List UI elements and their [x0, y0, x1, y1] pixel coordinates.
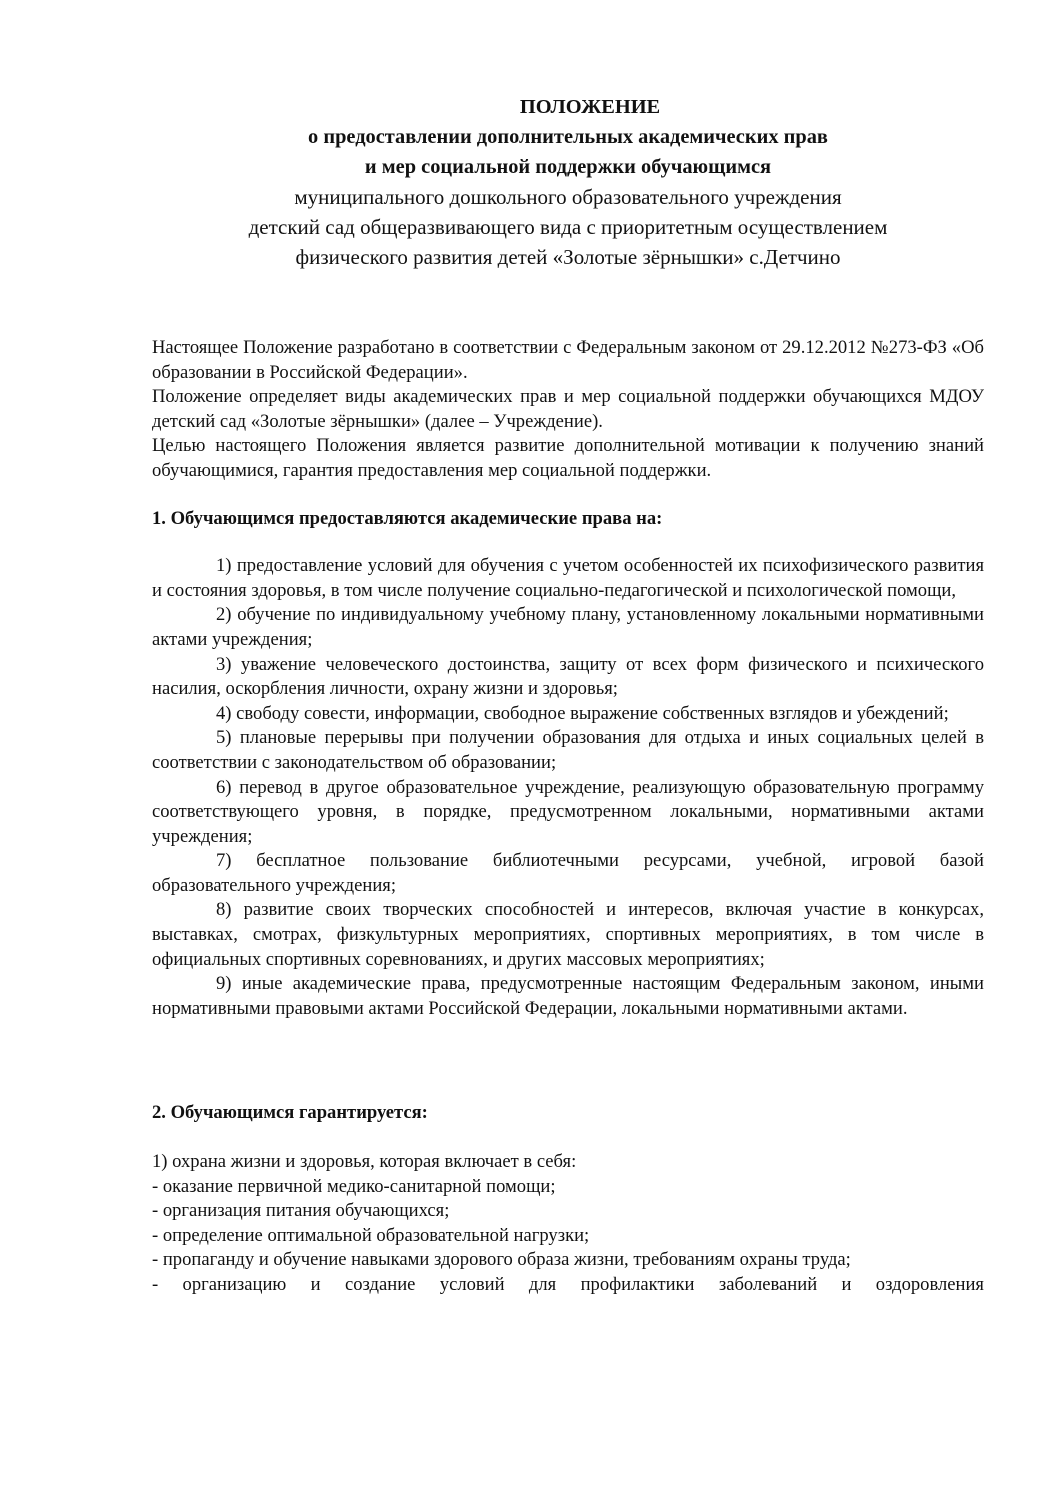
spacer	[152, 484, 984, 507]
title-subject-line-2: и мер социальной поддержки обучающимся	[364, 156, 772, 178]
title-subject-line-1: о предоставлении дополнительных академических прав	[308, 126, 828, 148]
list-item: 6) перевод в другое образовательное учреждение, реализующую образовательную программу соответствующего уровня, в порядке, предусмотренном локальными, нормативными актами учреждения;	[152, 776, 984, 847]
title-institution-line-1: муниципального дошкольного образовательного учреждения	[294, 185, 842, 209]
intro-paragraph-goal: Целью настоящего Положения является развитие дополнительной мотивации к получению знаний обучающимися, гарантия предоставления мер социальной поддержки.	[152, 435, 984, 481]
intro-paragraph-scope: Положение определяет виды академических прав и мер социальной поддержки обучающихся МДОУ детский сад «Золотые зёрнышки» (далее – Учреждение).	[152, 386, 984, 432]
document-title: ПОЛОЖЕНИЕ	[519, 96, 661, 118]
section-1-list	[152, 554, 984, 1021]
title-institution-line-3: физического развития детей «Золотые зёрнышки» с.Детчино	[295, 245, 841, 269]
spacer	[152, 1021, 984, 1101]
spacer	[152, 272, 984, 336]
list-item: - оказание первичной медико-санитарной помощи;	[152, 1175, 556, 1197]
list-item: - определение оптимальной образовательной нагрузки;	[152, 1224, 590, 1246]
section-2-list	[152, 1150, 984, 1298]
list-item: 4) свободу совести, информации, свободное выражение собственных взглядов и убеждений;	[216, 702, 949, 724]
spacer	[152, 531, 984, 554]
list-item: 2) обучение по индивидуальному учебному плану, установленному локальными нормативными актами учреждения;	[152, 604, 984, 650]
list-item: 9) иные академические права, предусмотренные настоящим Федеральным законом, иными нормативными правовыми актами Российской Федерации, локальными нормативными актами.	[152, 973, 984, 1019]
spacer	[152, 1126, 984, 1150]
list-item: 1) предоставление условий для обучения с учетом особенностей их психофизического развития и состояния здоровья, в том числе получение социально-педагогической и психологической помощи,	[152, 555, 984, 601]
list-item: - пропаганду и обучение навыками здорового образа жизни, требованиям охраны труда;	[152, 1249, 851, 1271]
list-item: 7) бесплатное пользование библиотечными ресурсами, учебной, игровой базой образовательного учреждения;	[152, 850, 984, 896]
document-body	[152, 92, 984, 1298]
intro-paragraph-law: Настоящее Положение разработано в соответствии с Федеральным законом от 29.12.2012 №273-ФЗ «Об образовании в Российской Федерации».	[152, 337, 984, 383]
list-item: 5) плановые перерывы при получении образования для отдыха и иных социальных целей в соответствии с законодательством об образовании;	[152, 727, 984, 773]
section-1-heading: 1. Обучающимся предоставляются академические права на:	[152, 507, 663, 529]
title-institution-line-2: детский сад общеразвивающего вида с приоритетным осуществлением	[248, 215, 888, 239]
section-2-heading: 2. Обучающимся гарантируется:	[152, 1102, 428, 1124]
list-item: 8) развитие своих творческих способностей и интересов, включая участие в конкурсах, выставках, смотрах, физкультурных мероприятиях, спортивных мероприятиях, в том числе в официальных спортивных соревнованиях, и других массовых мероприятиях;	[152, 899, 984, 970]
list-item: 1) охрана жизни и здоровья, которая включает в себя:	[152, 1151, 577, 1173]
list-item: 3) уважение человеческого достоинства, защиту от всех форм физического и психического насилия, оскорбления личности, охрану жизни и здоровья;	[152, 653, 984, 700]
title-block	[152, 92, 984, 272]
list-item: - организацию и создание условий для профилактики заболеваний и оздоровления	[152, 1274, 984, 1295]
list-item: - организация питания обучающихся;	[152, 1200, 450, 1222]
intro-section	[152, 336, 984, 484]
